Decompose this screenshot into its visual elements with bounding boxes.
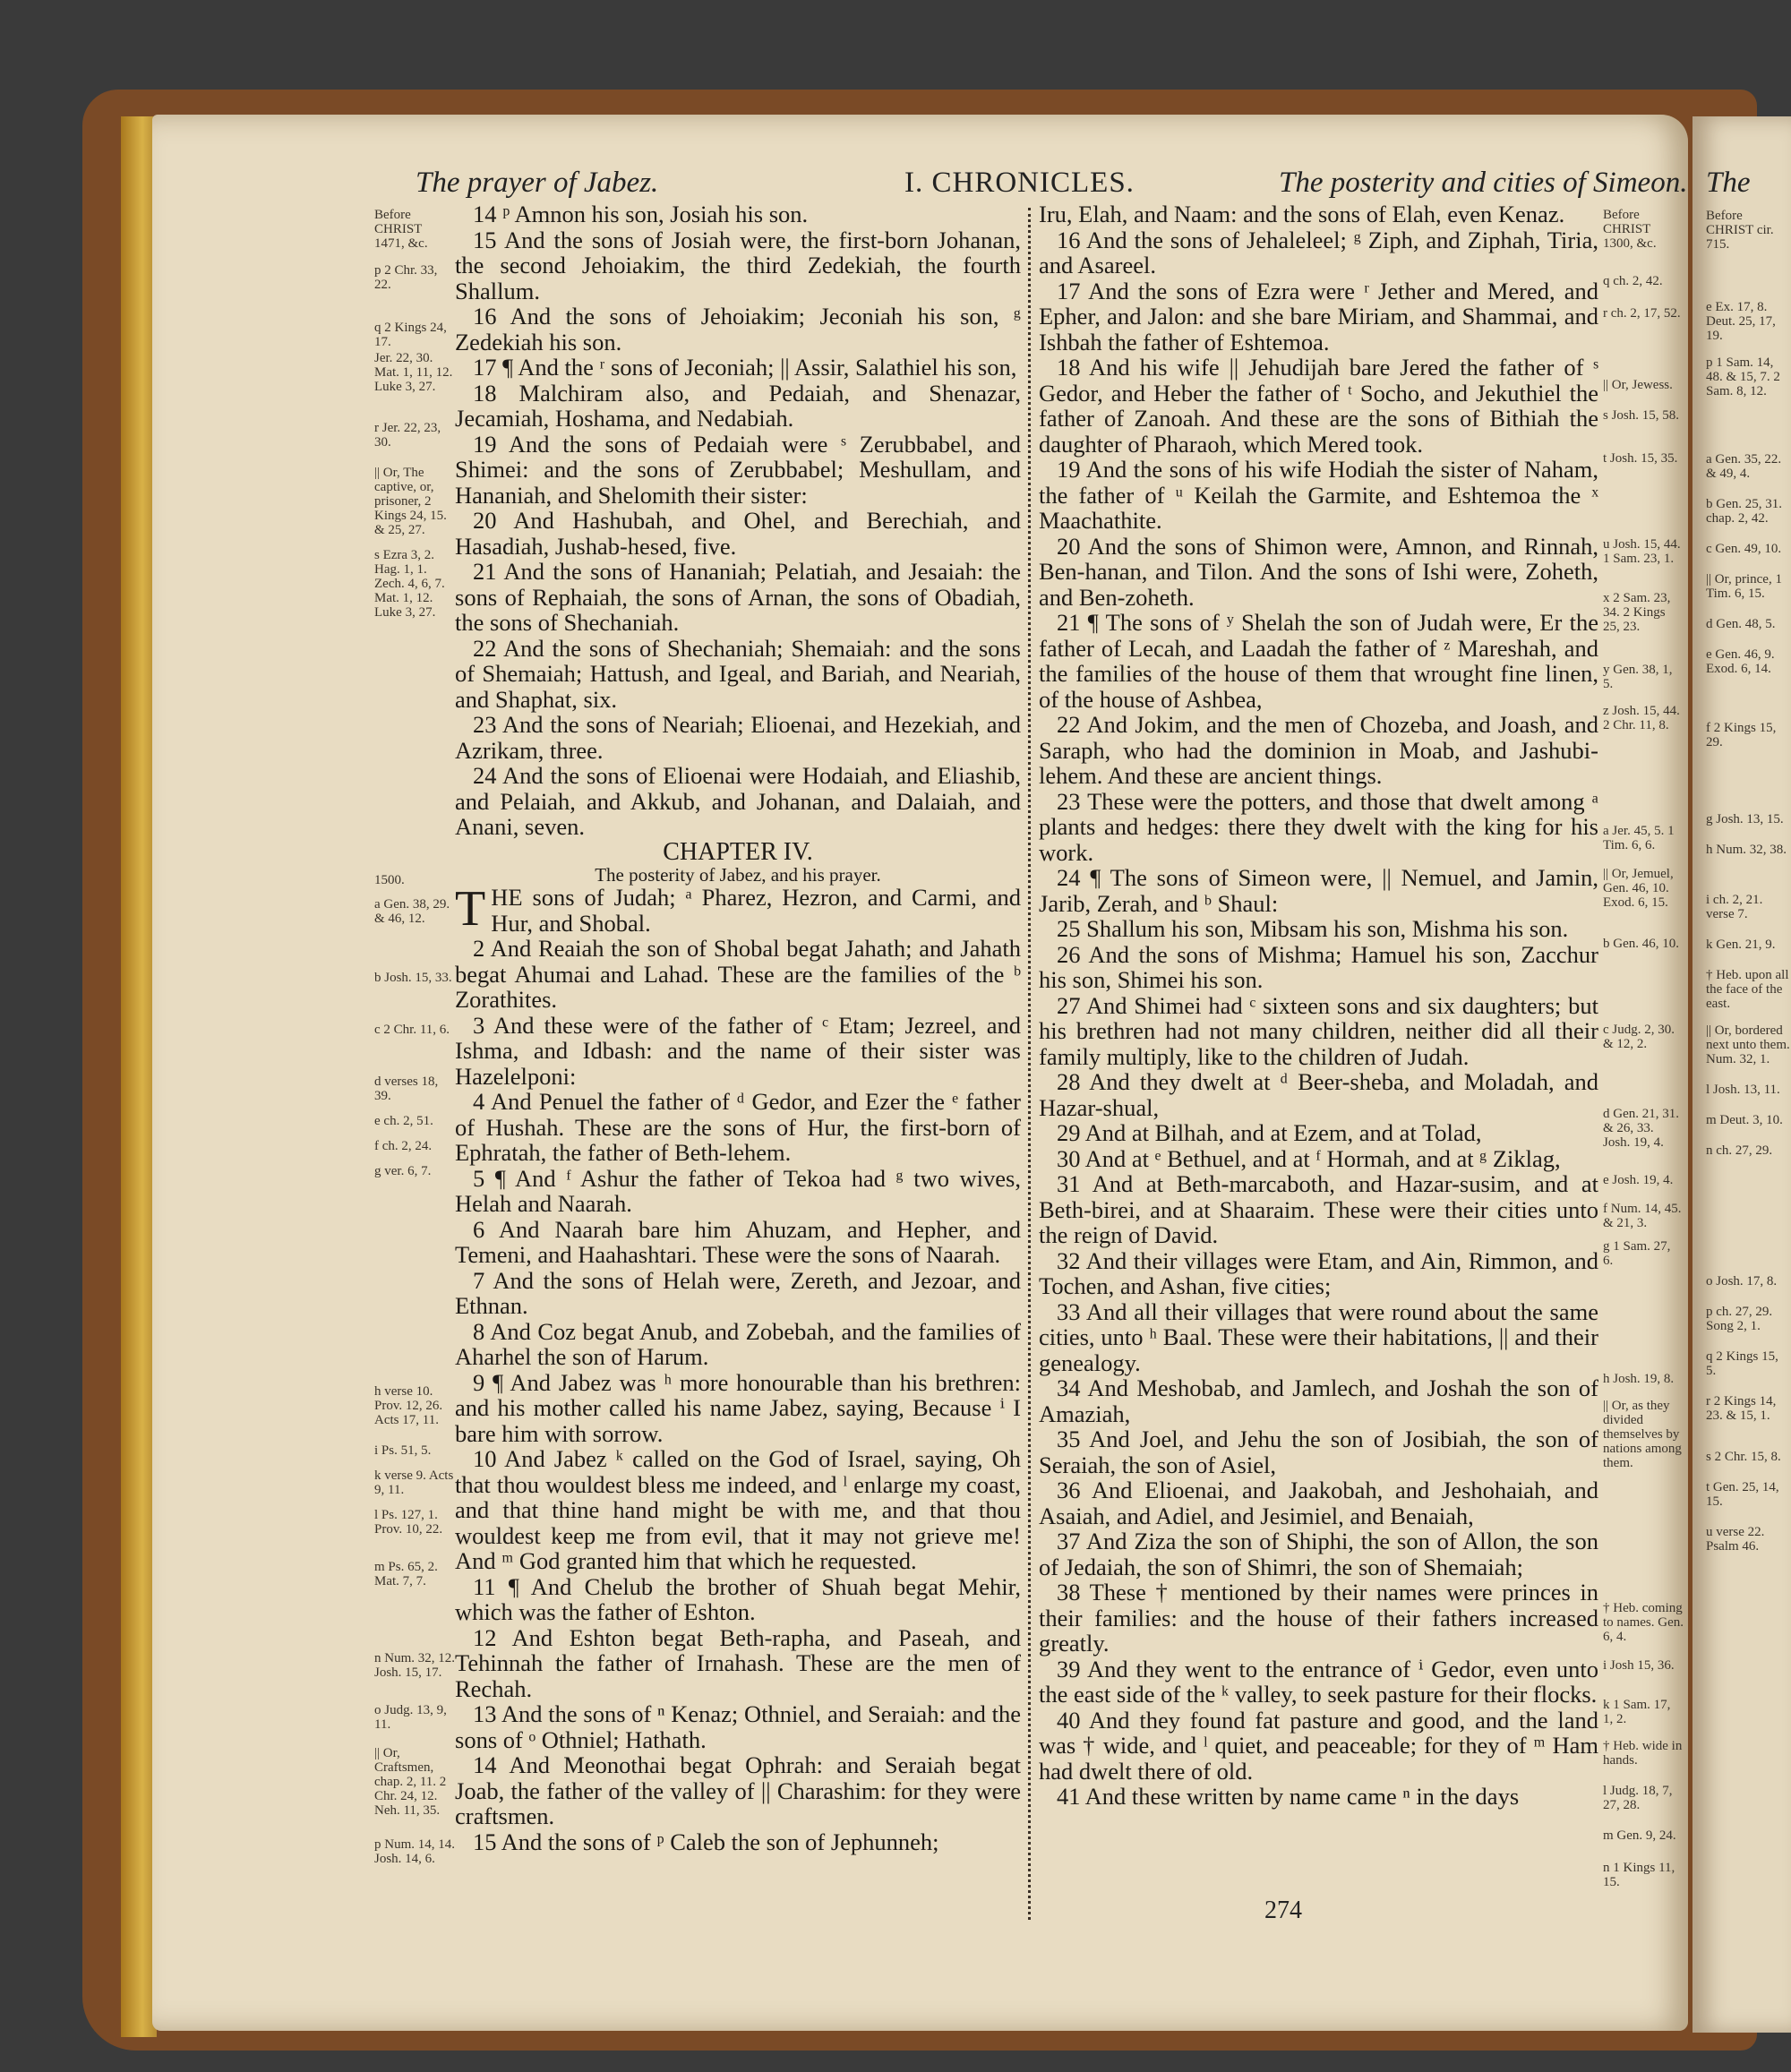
verse: 35 And Joel, and Jehu the son of Josibiah, the son of Seraiah, the son of Asiel, bbox=[1039, 1426, 1598, 1478]
verse: 21 ¶ The sons of ʸ Shelah the son of Judah were, Er the father of Lecah, and Laadah the father of ᶻ Mareshah, and the families of the house of them that wrought fine linen, of the house of Ashbea, bbox=[1039, 609, 1598, 713]
margin-note: Jer. 22, 30. Mat. 1, 11, 12. Luke 3, 27. bbox=[374, 351, 453, 394]
margin-note: q 2 Kings 15, 5. bbox=[1706, 1349, 1778, 1378]
chapter-summary: The posterity of Jabez, and his prayer. bbox=[595, 864, 881, 886]
verse: 28 And they dwelt at ᵈ Beer-sheba, and Moladah, and Hazar-shual, bbox=[1039, 1068, 1598, 1121]
verse: 17 And the sons of Ezra were ʳ Jether and Mered, and Epher, and Jalon: and she bare Miriam, and Shammai, and Ishbah the father of Eshtemoa. bbox=[1039, 277, 1598, 355]
margin-note: o Judg. 13, 9, 11. bbox=[374, 1703, 447, 1732]
margin-note: r ch. 2, 17, 52. bbox=[1603, 306, 1681, 321]
verse: 10 And Jabez ᵏ called on the God of Israel, saying, Oh that thou wouldest bless me indeed, and ˡ enlarge my coast, and that thine hand might be with me, and that thou wouldest keep me from evil, that it may not grieve me! And ᵐ God granted him that which he requested. bbox=[455, 1445, 1021, 1574]
margin-note: q 2 Kings 24, 17. bbox=[374, 321, 447, 349]
margin-note: p Num. 14, 14. Josh. 14, 6. bbox=[374, 1837, 455, 1866]
verse: 24 And the sons of Elioenai were Hodaiah, and Eliashib, and Pelaiah, and Akkub, and Johanan, and Dalaiah, and Anani, seven. bbox=[455, 762, 1021, 840]
margin-note: l Josh. 13, 11. bbox=[1706, 1083, 1780, 1097]
margin-note: b Gen. 46, 10. bbox=[1603, 937, 1679, 951]
verse: 34 And Meshobab, and Jamlech, and Joshah the son of Amaziah, bbox=[1039, 1374, 1598, 1427]
left-column bbox=[455, 201, 1021, 1854]
margin-note: † Heb. wide in hands. bbox=[1603, 1739, 1683, 1768]
margin-note: r 2 Kings 14, 23. & 15, 1. bbox=[1706, 1394, 1777, 1423]
drop-cap: T bbox=[455, 881, 486, 937]
margin-note: n Num. 32, 12. Josh. 15, 17. bbox=[374, 1651, 455, 1680]
column-divider bbox=[1028, 208, 1031, 1920]
margin-note: t Gen. 25, 14, 15. bbox=[1706, 1480, 1779, 1509]
margin-note: p 2 Chr. 33, 22. bbox=[374, 263, 438, 292]
margin-note: n 1 Kings 11, 15. bbox=[1603, 1861, 1675, 1889]
verse: 37 And Ziza the son of Shiphi, the son of Allon, the son of Jedaiah, the son of Shimri, the son of Shemaiah; bbox=[1039, 1528, 1598, 1580]
verse: 15 And the sons of Josiah were, the first-born Johanan, the second Jehoiakim, the third Zedekiah, the fourth Shallum. bbox=[455, 226, 1021, 304]
margin-note: q ch. 2, 42. bbox=[1603, 274, 1663, 288]
verse: 31 And at Beth-marcaboth, and Hazar-susim, and at Beth-birei, and at Shaaraim. These were their cities unto the reign of David. bbox=[1039, 1170, 1598, 1248]
margin-note: || Or, bordered next unto them. Num. 32, 1. bbox=[1706, 1023, 1790, 1066]
margin-note: e Josh. 19, 4. bbox=[1603, 1173, 1674, 1187]
verse: 3 And these were of the father of ᶜ Etam; Jezreel, and Ishma, and Idbash: and the name of their sister was Hazelelponi: bbox=[455, 1011, 1021, 1090]
header-left: The prayer of Jabez. bbox=[416, 167, 659, 199]
verse: 38 These † mentioned by their names were princes in their families: and the house of their fathers increased greatly. bbox=[1039, 1579, 1598, 1657]
verse: 19 And the sons of Pedaiah were ˢ Zerubbabel, and Shimei: and the sons of Zerubbabel; Meshullam, and Hananiah, and Shelomith their sister: bbox=[455, 430, 1021, 509]
margin-note: h Josh. 19, 8. bbox=[1603, 1372, 1675, 1386]
verse: 40 And they found fat pasture and good, and the land was † wide, and ˡ quiet, and peaceable; for they of ᵐ Ham had dwelt there of old. bbox=[1039, 1706, 1598, 1785]
margin-note: a Jer. 45, 5. 1 Tim. 6, 6. bbox=[1603, 824, 1675, 852]
verse: 23 And the sons of Neariah; Elioenai, and Hezekiah, and Azrikam, three. bbox=[455, 711, 1021, 764]
margin-note: || Or, Craftsmen, chap. 2, 11. 2 Chr. 24, 12. Neh. 11, 35. bbox=[374, 1746, 447, 1818]
header-right: The posterity and cities of Simeon. bbox=[1279, 167, 1688, 199]
verse: 11 ¶ And Chelub the brother of Shuah begat Mehir, which was the father of Eshton. bbox=[455, 1572, 1021, 1625]
margin-note: a Gen. 38, 29. & 46, 12. bbox=[374, 897, 450, 926]
verse: Iru, Elah, and Naam: and the sons of Elah, even Kenaz. bbox=[1039, 201, 1565, 227]
margin-note: x 2 Sam. 23, 34. 2 Kings 25, 23. bbox=[1603, 591, 1671, 634]
verse: 26 And the sons of Mishma; Hamuel his son, Zacchur his son, Shimei his son. bbox=[1039, 940, 1598, 993]
margin-note: p ch. 27, 29. Song 2, 1. bbox=[1706, 1305, 1773, 1333]
margin-note: s 2 Chr. 15, 8. bbox=[1706, 1450, 1781, 1464]
margin-note: c 2 Chr. 11, 6. bbox=[374, 1023, 450, 1037]
margin-note: g 1 Sam. 27, 6. bbox=[1603, 1239, 1671, 1268]
margin-note: Before CHRIST cir. 715. bbox=[1706, 209, 1774, 252]
verse: 39 And they went to the entrance of ⁱ Gedor, even unto the east side of the ᵏ valley, to seek pasture for their flocks. bbox=[1039, 1655, 1598, 1708]
page-edge bbox=[121, 116, 157, 2037]
margin-note: Before CHRIST 1300, &c. bbox=[1603, 208, 1657, 251]
verse: 22 And the sons of Shechaniah; Shemaiah: and the sons of Shemaiah; Hattush, and Igeal, and Bariah, and Neariah, and Shaphat, six. bbox=[455, 634, 1021, 713]
verse: 16 And the sons of Jehaleleel; ᵍ Ziph, and Ziphah, Tiria, and Asareel. bbox=[1039, 226, 1598, 278]
margin-note: || Or, prince, 1 Tim. 6, 15. bbox=[1706, 572, 1782, 601]
verse: 23 These were the potters, and those that dwelt among ᵃ plants and hedges: there they dwelt with the king for his work. bbox=[1039, 787, 1598, 866]
verse: 24 ¶ The sons of Simeon were, || Nemuel, and Jamin, Jarib, Zerah, and ᵇ Shaul: bbox=[1039, 864, 1598, 917]
verse: 22 And Jokim, and the men of Chozeba, and Joash, and Saraph, who had the dominion in Moab, and Jashubi-lehem. And these are ancient things. bbox=[1039, 711, 1598, 789]
margin-note: || Or, Jemuel, Gen. 46, 10. Exod. 6, 15. bbox=[1603, 867, 1674, 910]
verse: 16 And the sons of Jehoiakim; Jeconiah his son, ᵍ Zedekiah his son. bbox=[455, 303, 1021, 355]
verse: 36 And Elioenai, and Jaakobah, and Jeshohaiah, and Asaiah, and Adiel, and Jesimiel, and Benaiah, bbox=[1039, 1477, 1598, 1529]
margin-note: l Ps. 127, 1. Prov. 10, 22. bbox=[374, 1508, 443, 1537]
verse: HE sons of Judah; ᵃ Pharez, Hezron, and Carmi, and Hur, and Shobal. bbox=[491, 884, 1021, 937]
margin-note: u verse 22. Psalm 46. bbox=[1706, 1525, 1765, 1554]
margin-note: f Num. 14, 45. & 21, 3. bbox=[1603, 1202, 1682, 1230]
verse: 32 And their villages were Etam, and Ain, Rimmon, and Tochen, and Ashan, five cities; bbox=[1039, 1246, 1598, 1299]
margin-note: t Josh. 15, 35. bbox=[1603, 451, 1678, 466]
margin-note: e ch. 2, 51. bbox=[374, 1114, 433, 1128]
verse: 4 And Penuel the father of ᵈ Gedor, and Ezer the ᵉ father of Hushah. These are the sons of Hur, the first-born of Ephratah, the father of Beth-lehem. bbox=[455, 1088, 1021, 1166]
verse: 20 And Hashubah, and Ohel, and Berechiah, and Hasadiah, Jushab-hesed, five. bbox=[455, 507, 1021, 560]
margin-note: k Gen. 21, 9. bbox=[1706, 938, 1776, 952]
right-column bbox=[1039, 201, 1598, 1810]
margin-note: a Gen. 35, 22. & 49, 4. bbox=[1706, 452, 1782, 481]
verse: 15 And the sons of ᵖ Caleb the son of Jephunneh; bbox=[473, 1828, 939, 1855]
verse: 2 And Reaiah the son of Shobal begat Jahath; and Jahath begat Ahumai and Lahad. These are the families of the ᵇ Zorathites. bbox=[455, 935, 1021, 1013]
verse: 41 And these written by name came ⁿ in the days bbox=[1057, 1783, 1520, 1810]
margin-note: d verses 18, 39. bbox=[374, 1075, 439, 1103]
margin-note: h verse 10. Prov. 12, 26. Acts 17, 11. bbox=[374, 1384, 443, 1427]
margin-note: 1500. bbox=[374, 873, 405, 887]
margin-note: m Ps. 65, 2. Mat. 7, 7. bbox=[374, 1560, 438, 1588]
verse: 33 And all their villages that were round about the same cities, unto ʰ Baal. These were their habitations, || and their genealogy. bbox=[1039, 1297, 1598, 1376]
verse: 13 And the sons of ⁿ Kenaz; Othniel, and Seraiah: and the sons of ᵒ Othniel; Hathath. bbox=[455, 1700, 1021, 1753]
margin-note: p 1 Sam. 14, 48. & 15, 7. 2 Sam. 8, 12. bbox=[1706, 355, 1780, 398]
margin-note: || Or, as they divided themselves by nations among them. bbox=[1603, 1399, 1682, 1470]
verse: 18 And his wife || Jehudijah bare Jered the father of ˢ Gedor, and Heber the father of ᵗ Socho, and Jekuthiel the father of Zanoah. And these are the sons of Bithiah the daughter of Pharaoh, which Mered took. bbox=[1039, 354, 1598, 458]
header-center: I. CHRONICLES. bbox=[904, 167, 1135, 199]
margin-note: f ch. 2, 24. bbox=[374, 1139, 433, 1153]
margin-note: e Gen. 46, 9. Exod. 6, 14. bbox=[1706, 647, 1775, 676]
margin-note: || Or, Jewess. bbox=[1603, 378, 1673, 392]
verse: 27 And Shimei had ᶜ sixteen sons and six daughters; but his brethren had not many children, neither did all their family multiply, like to the children of Judah. bbox=[1039, 991, 1598, 1070]
margin-note: s Ezra 3, 2. Hag. 1, 1. Zech. 4, 6, 7. Mat. 1, 12. Luke 3, 27. bbox=[374, 548, 445, 620]
verse: 9 ¶ And Jabez was ʰ more honourable than his brethren: and his mother called his name Jabez, saying, Because ⁱ I bare him with sorrow. bbox=[455, 1368, 1021, 1447]
verse: 30 And at ᵉ Bethuel, and at ᶠ Hormah, and at ᵍ Ziklag, bbox=[1057, 1144, 1561, 1172]
margin-note: l Judg. 18, 7, 27, 28. bbox=[1603, 1784, 1673, 1812]
verse: 6 And Naarah bare him Ahuzam, and Hepher, and Temeni, and Haahashtari. These were the sons of Naarah. bbox=[455, 1215, 1021, 1268]
margin-note: z Josh. 15, 44. 2 Chr. 11, 8. bbox=[1603, 704, 1680, 732]
next-page-margin bbox=[1706, 148, 1791, 1554]
margin-note: b Gen. 25, 31. chap. 2, 42. bbox=[1706, 497, 1782, 526]
margin-note: i ch. 2, 21. verse 7. bbox=[1706, 893, 1763, 921]
margin-note: b Josh. 15, 33. bbox=[374, 971, 452, 985]
verse: 21 And the sons of Hananiah; Pelatiah, and Jesaiah: the sons of Rephaiah, the sons of Arnan, the sons of Obadiah, the sons of Shechaniah. bbox=[455, 558, 1021, 636]
margin-note: † Heb. coming to names. Gen. 6, 4. bbox=[1603, 1601, 1684, 1644]
verse: 17 ¶ And the ʳ sons of Jeconiah; || Assir, Salathiel his son, bbox=[473, 354, 1017, 381]
margin-note: g Josh. 13, 15. bbox=[1706, 812, 1784, 826]
margin-note: u Josh. 15, 44. 1 Sam. 23, 1. bbox=[1603, 537, 1681, 566]
margin-note: k verse 9. Acts 9, 11. bbox=[374, 1468, 454, 1497]
verse: 14 And Meonothai begat Ophrah: and Seraiah begat Joab, the father of the valley of || Charashim: for they were craftsmen. bbox=[455, 1751, 1021, 1829]
verse: 5 ¶ And ᶠ Ashur the father of Tekoa had ᵍ two wives, Helah and Naarah. bbox=[455, 1164, 1021, 1217]
verse: 29 And at Bilhah, and at Ezem, and at Tolad, bbox=[1057, 1119, 1482, 1146]
verse: 14 ᵖ Amnon his son, Josiah his son. bbox=[473, 201, 809, 227]
verse: 12 And Eshton begat Beth-rapha, and Paseah, and Tehinnah the father of Irnahash. These are the men of Rechah. bbox=[455, 1623, 1021, 1702]
margin-note: i Ps. 51, 5. bbox=[374, 1443, 432, 1458]
verse: 19 And the sons of his wife Hodiah the sister of Naham, the father of ᵘ Keilah the Garmite, and Eshtemoa the ˣ Maachathite. bbox=[1039, 456, 1598, 534]
page-number: 274 bbox=[1264, 1896, 1302, 1924]
margin-note: m Deut. 3, 10. bbox=[1706, 1113, 1783, 1127]
margin-note: y Gen. 38, 1, 5. bbox=[1603, 663, 1673, 691]
margin-note: n ch. 27, 29. bbox=[1706, 1143, 1773, 1158]
margin-note: † Heb. upon all the face of the east. bbox=[1706, 968, 1789, 1011]
margin-note: Before CHRIST 1471, &c. bbox=[374, 208, 428, 251]
margin-note: m Gen. 9, 24. bbox=[1603, 1828, 1676, 1843]
verse: 7 And the sons of Helah were, Zereth, and Jezoar, and Ethnan. bbox=[455, 1266, 1021, 1319]
verse: 25 Shallum his son, Mibsam his son, Mishma his son. bbox=[1057, 915, 1569, 942]
margin-note: || Or, The captive, or, prisoner, 2 Kings 24, 15. & 25, 27. bbox=[374, 466, 447, 537]
next-page-header: The bbox=[1706, 167, 1751, 199]
margin-note: f 2 Kings 15, 29. bbox=[1706, 721, 1777, 749]
margin-note: c Judg. 2, 30. & 12, 2. bbox=[1603, 1023, 1675, 1051]
margin-note: o Josh. 17, 8. bbox=[1706, 1274, 1778, 1289]
verse: 20 And the sons of Shimon were, Amnon, and Rinnah, Ben-hanan, and Tilon. And the sons of Ishi were, Zoheth, and Ben-zoheth. bbox=[1039, 532, 1598, 611]
margin-note: d Gen. 21, 31. & 26, 33. Josh. 19, 4. bbox=[1603, 1107, 1679, 1150]
verse: 8 And Coz begat Anub, and Zobebah, and the families of Aharhel the son of Harum. bbox=[455, 1317, 1021, 1370]
margin-note: c Gen. 49, 10. bbox=[1706, 542, 1782, 556]
margin-note: d Gen. 48, 5. bbox=[1706, 617, 1776, 631]
margin-note: s Josh. 15, 58. bbox=[1603, 408, 1680, 423]
margin-note: e Ex. 17, 8. Deut. 25, 17, 19. bbox=[1706, 300, 1776, 343]
margin-note: k 1 Sam. 17, 1, 2. bbox=[1603, 1698, 1671, 1726]
margin-note: h Num. 32, 38. bbox=[1706, 843, 1787, 857]
margin-note: r Jer. 22, 23, 30. bbox=[374, 421, 441, 450]
margin-note: g ver. 6, 7. bbox=[374, 1164, 432, 1178]
margin-note: i Josh 15, 36. bbox=[1603, 1658, 1675, 1673]
chapter-heading: CHAPTER IV. bbox=[663, 837, 813, 866]
verse: 18 Malchiram also, and Pedaiah, and Shenazar, Jecamiah, Hoshama, and Nedabiah. bbox=[455, 379, 1021, 432]
